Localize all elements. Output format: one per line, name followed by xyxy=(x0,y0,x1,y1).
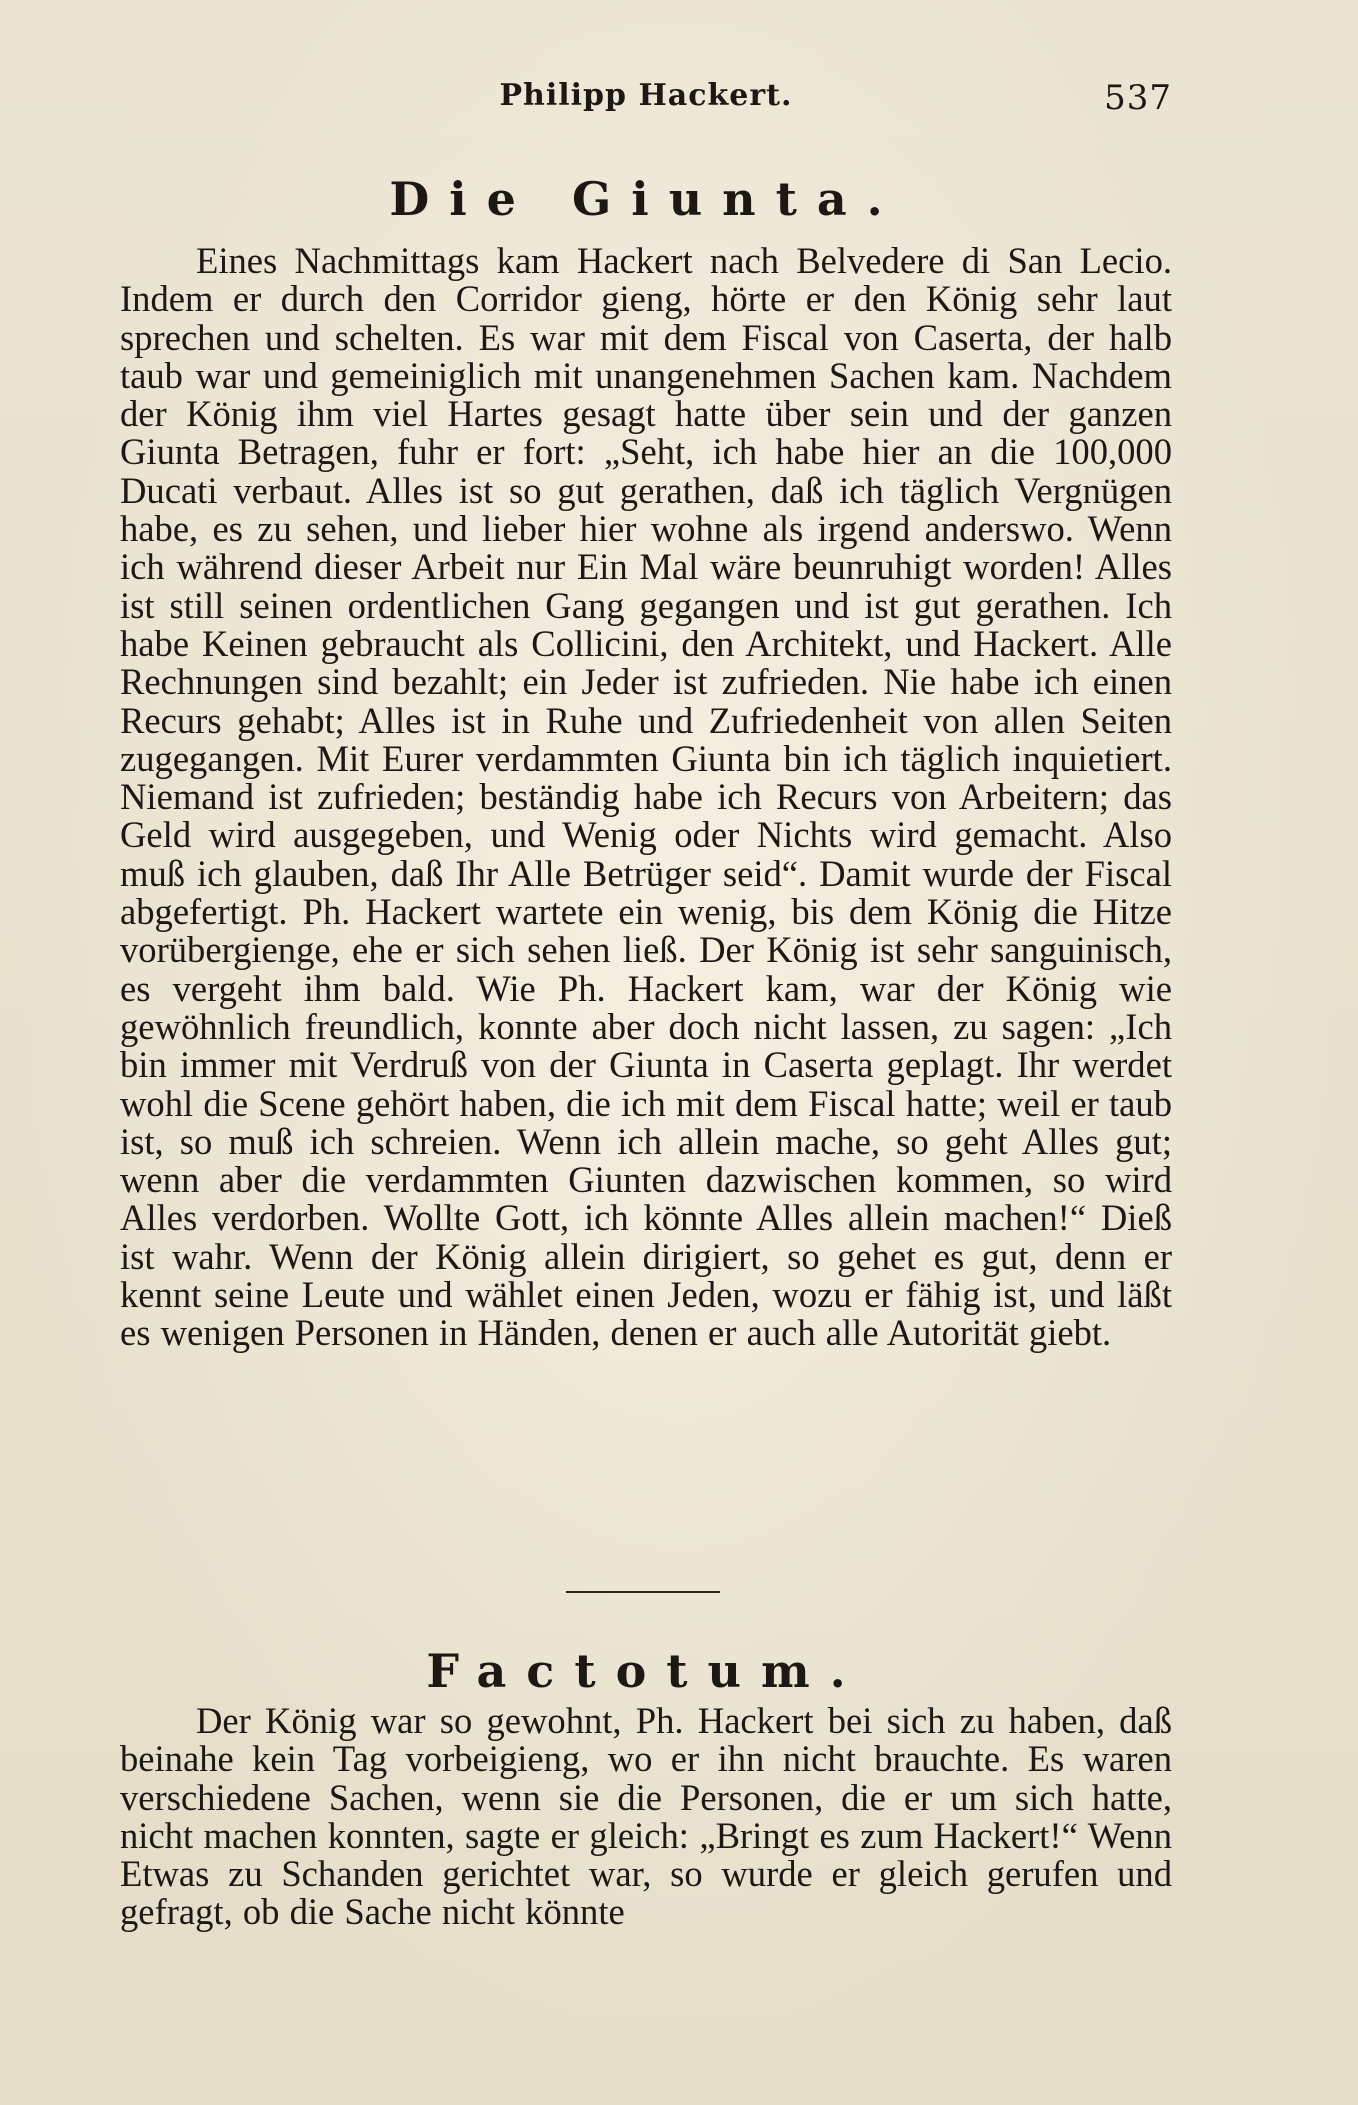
page-number: 537 xyxy=(1104,78,1172,118)
paragraph-die-giunta: Eines Nachmittags kam Hackert nach Belvedere di San Lecio. Indem er durch den Corridor gieng, hörte er den König sehr laut sprechen und schelten. Es war mit dem Fiscal von Caserta, der halb taub war und gemeiniglich mit unangenehmen Sachen kam. Nachdem der König ihm viel Hartes gesagt hatte über sein und der ganzen Giunta Betragen, fuhr er fort: „Seht, ich habe hier an die 100,000 Ducati verbaut. Alles ist so gut gerathen, daß ich täglich Vergnügen habe, es zu sehen, und lieber hier wohne als irgend anderswo. Wenn ich während dieser Arbeit nur Ein Mal wäre beunruhigt worden! Alles ist still seinen ordentlichen Gang gegangen und ist gut gerathen. Ich habe Keinen gebraucht als Collicini, den Architekt, und Hackert. Alle Rechnungen sind bezahlt; ein Jeder ist zufrieden. Nie habe ich einen Recurs gehabt; Alles ist in Ruhe und Zufriedenheit von allen Seiten zugegangen. Mit Eurer verdammten Giunta bin ich täglich inquietiert. Niemand ist zufrieden; beständig habe ich Recurs von Arbeitern; das Geld wird ausgegeben, und Wenig oder Nichts wird gemacht. Also muß ich glauben, daß Ihr Alle Betrüger seid“. Damit wurde der Fiscal abgefertigt. Ph. Hackert wartete ein wenig, bis dem König die Hitze vorübergienge, ehe er sich sehen ließ. Der König ist sehr sanguinisch, es vergeht ihm bald. Wie Ph. Hackert kam, war der König wie gewöhnlich freundlich, konnte aber doch nicht lassen, zu sagen: „Ich bin immer mit Verdruß von der Giunta in Caserta geplagt. Ihr werdet wohl die Scene gehört haben, die ich mit dem Fiscal hatte; weil er taub ist, so muß ich schreien. Wenn ich allein mache, so geht Alles gut; wenn aber die verdammten Giunten dazwischen kommen, so wird Alles verdorben. Wollte Gott, ich könnte Alles allein machen!“ Dieß ist wahr. Wenn der König allein dirigiert, so gehet es gut, denn er kennt seine Leute und wählet einen Jeden, wozu er fähig ist, und läßt es wenigen Personen in Händen, denen er auch alle Autorität giebt. xyxy=(120,240,1172,1354)
section-title-factotum: Factotum. xyxy=(426,1644,866,1698)
running-header xyxy=(120,78,1172,128)
section-divider xyxy=(566,1591,720,1593)
section-title-die-giunta: Die Giunta. xyxy=(389,172,903,226)
paragraph-factotum: Der König war so gewohnt, Ph. Hackert bei sich zu haben, daß beinahe kein Tag vorbeigieng, wo er ihn nicht brauchte. Es waren verschiedene Sachen, wenn sie die Personen, die er um sich hatte, nicht machen konnten, sagte er gleich: „Bringt es zum Hackert!“ Wenn Etwas zu Schanden gerichtet war, so wurde er gleich gerufen und gefragt, ob die Sache nicht könnte xyxy=(120,1700,1172,1933)
running-title: Philipp Hackert. xyxy=(499,78,793,113)
